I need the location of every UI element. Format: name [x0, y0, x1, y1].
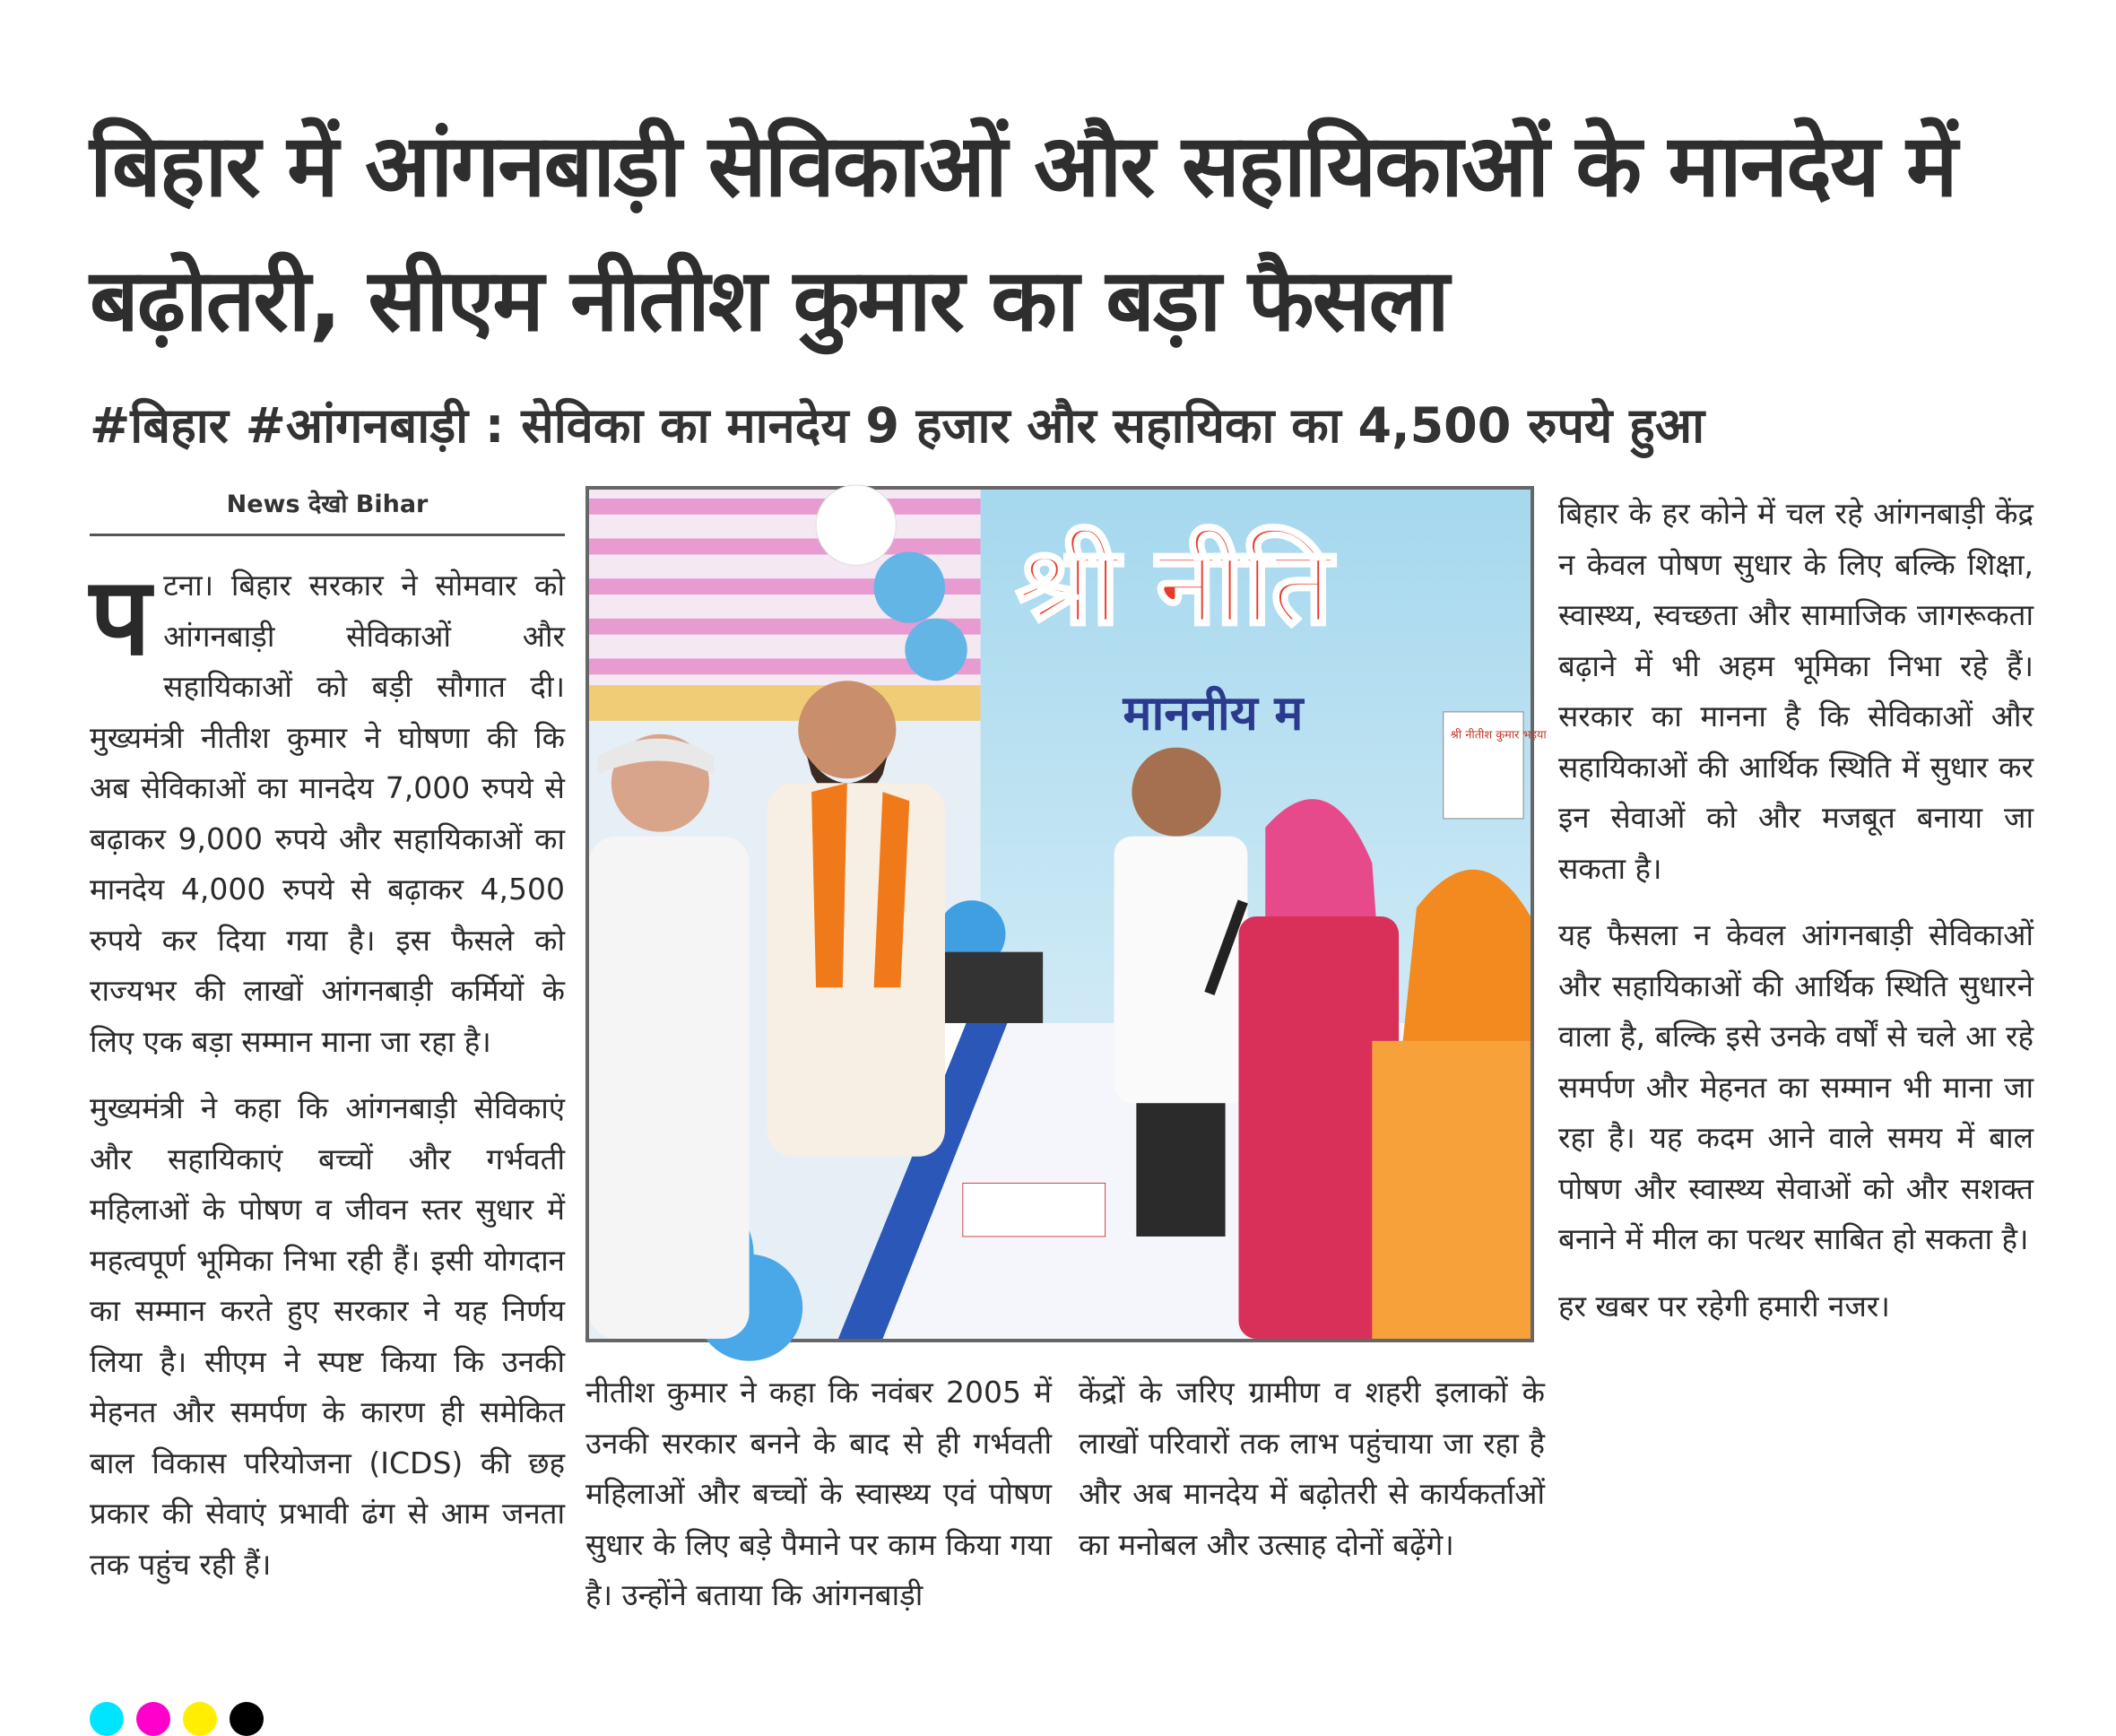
person-orange-stole — [767, 681, 944, 1157]
paragraph-7: हर खबर पर रहेगी हमारी नजर। — [1558, 1288, 1890, 1324]
paragraph-2: मुख्यमंत्री ने कहा कि आंगनबाड़ी सेविकाएं और सहायिकाएं बच्चों और गर्भवती महिलाओं के पोषण व जीवन स्तर सुधार में महत्वपूर्ण भूमिका निभा रही हैं। इसी योगदान का सम्मान करते हुए सरकार ने यह निर्णय लिया है। सीएम ने स्पष्ट किया कि उनकी मेहनत और समर्पण के कारण ही समेकित बाल विकास परियोजना (ICDS) की छह प्रकार की सेवाएं प्रभावी ढंग से आम जनता तक पहुंच रही हैं। — [90, 1090, 565, 1582]
speaker-box — [936, 952, 1043, 1023]
paragraph-5: बिहार के हर कोने में चल रहे आंगनबाड़ी केंद्र न केवल पोषण सुधार के लिए बल्कि शिक्षा, स्वास्थ्य, स्वच्छता और सामाजिक जागरूकता बढ़ाने में भी अहम भूमिका निभा रहे हैं। सरकार का मानना है कि सेविकाओं और सहायिकाओं की आर्थिक स्थिति में सुधार कर इन सेवाओं को और मजबूत बनाया जा सकता है। — [1558, 496, 2034, 886]
pamphlet — [963, 1183, 1106, 1236]
registration-mark-cyan — [90, 1702, 124, 1736]
article-column-2a — [585, 1367, 1052, 1637]
paragraph-1-text: टना। बिहार सरकार ने सोमवार को आंगनबाड़ी सेविकाओं और सहायिकाओं को बड़ी सौगात दी। मुख्यमंत्री नीतीश कुमार ने घोषणा की कि अब सेविकाओं का मानदेय 7,000 रुपये से बढ़ाकर 9,000 रुपये और सहायिकाओं का मानदेय 4,000 रुपये से बढ़ाकर 4,500 रुपये कर दिया गया है। इस फैसले को राज्यभर की लाखों आंगनबाड़ी कर्मियों के लिए एक बड़ा सम्मान माना जा रहा है। — [90, 568, 565, 1059]
paragraph-1 — [90, 555, 565, 1067]
registration-mark-yellow — [183, 1702, 217, 1736]
news-photo — [585, 486, 1547, 1342]
paragraph-3: नीतीश कुमार ने कहा कि नवंबर 2005 में उनकी सरकार बनने के बाद से ही गर्भवती महिलाओं और बच्चों के स्वास्थ्य एवं पोषण सुधार के लिए बड़े पैमाने पर काम किया गया है। उन्होंने बताया कि आंगनबाड़ी — [585, 1375, 1052, 1612]
byline: News देखो Bihar — [90, 486, 565, 536]
headline: बिहार में आंगनबाड़ी सेविकाओं और सहायिकाओं के मानदेय में बढ़ोतरी, सीएम नीतीश कुमार का बड़ा फैसला — [90, 116, 1956, 351]
marigold-garland — [589, 685, 981, 721]
photo-illustration — [589, 490, 1547, 1339]
registration-mark-magenta — [136, 1702, 170, 1736]
paragraph-6: यह फैसला न केवल आंगनबाड़ी सेविकाओं और सहायिकाओं की आर्थिक स्थिति सुधारने वाला है, बल्कि इसे उनके वर्षों से चले आ रहे समर्पण और मेहनत का सम्मान भी माना जा रहा है। यह कदम आने वाले समय में बाल पोषण और स्वास्थ्य सेवाओं को और सशक्त बनाने में मील का पत्थर साबित हो सकता है। — [1558, 917, 2034, 1256]
paragraph-4: केंद्रों के जरिए ग्रामीण व शहरी इलाकों के लाखों परिवारों तक लाभ पहुंचाया जा रहा है और अब मानदेय में बढ़ोतरी से कार्यकर्ताओं का मनोबल और उत्साह दोनों बढ़ेंगे। — [1079, 1375, 1545, 1562]
banner-subtitle: माननीय म — [1123, 684, 1304, 742]
poster-text: श्री नीतीश कुमार भइया — [1450, 728, 1547, 742]
dropcap: प — [90, 555, 152, 680]
article-column-1 — [90, 555, 565, 1606]
banner-title: श्री नीति — [1016, 525, 1332, 649]
registration-mark-black — [230, 1702, 264, 1736]
person-left-white — [589, 734, 750, 1339]
subheadline: #बिहार #आंगनबाड़ी : सेविका का मानदेय 9 हजार और सहायिका का 4,500 रुपये हुआ — [90, 397, 1705, 454]
article-column-3 — [1558, 489, 2034, 1348]
article-column-2b — [1079, 1367, 1545, 1586]
